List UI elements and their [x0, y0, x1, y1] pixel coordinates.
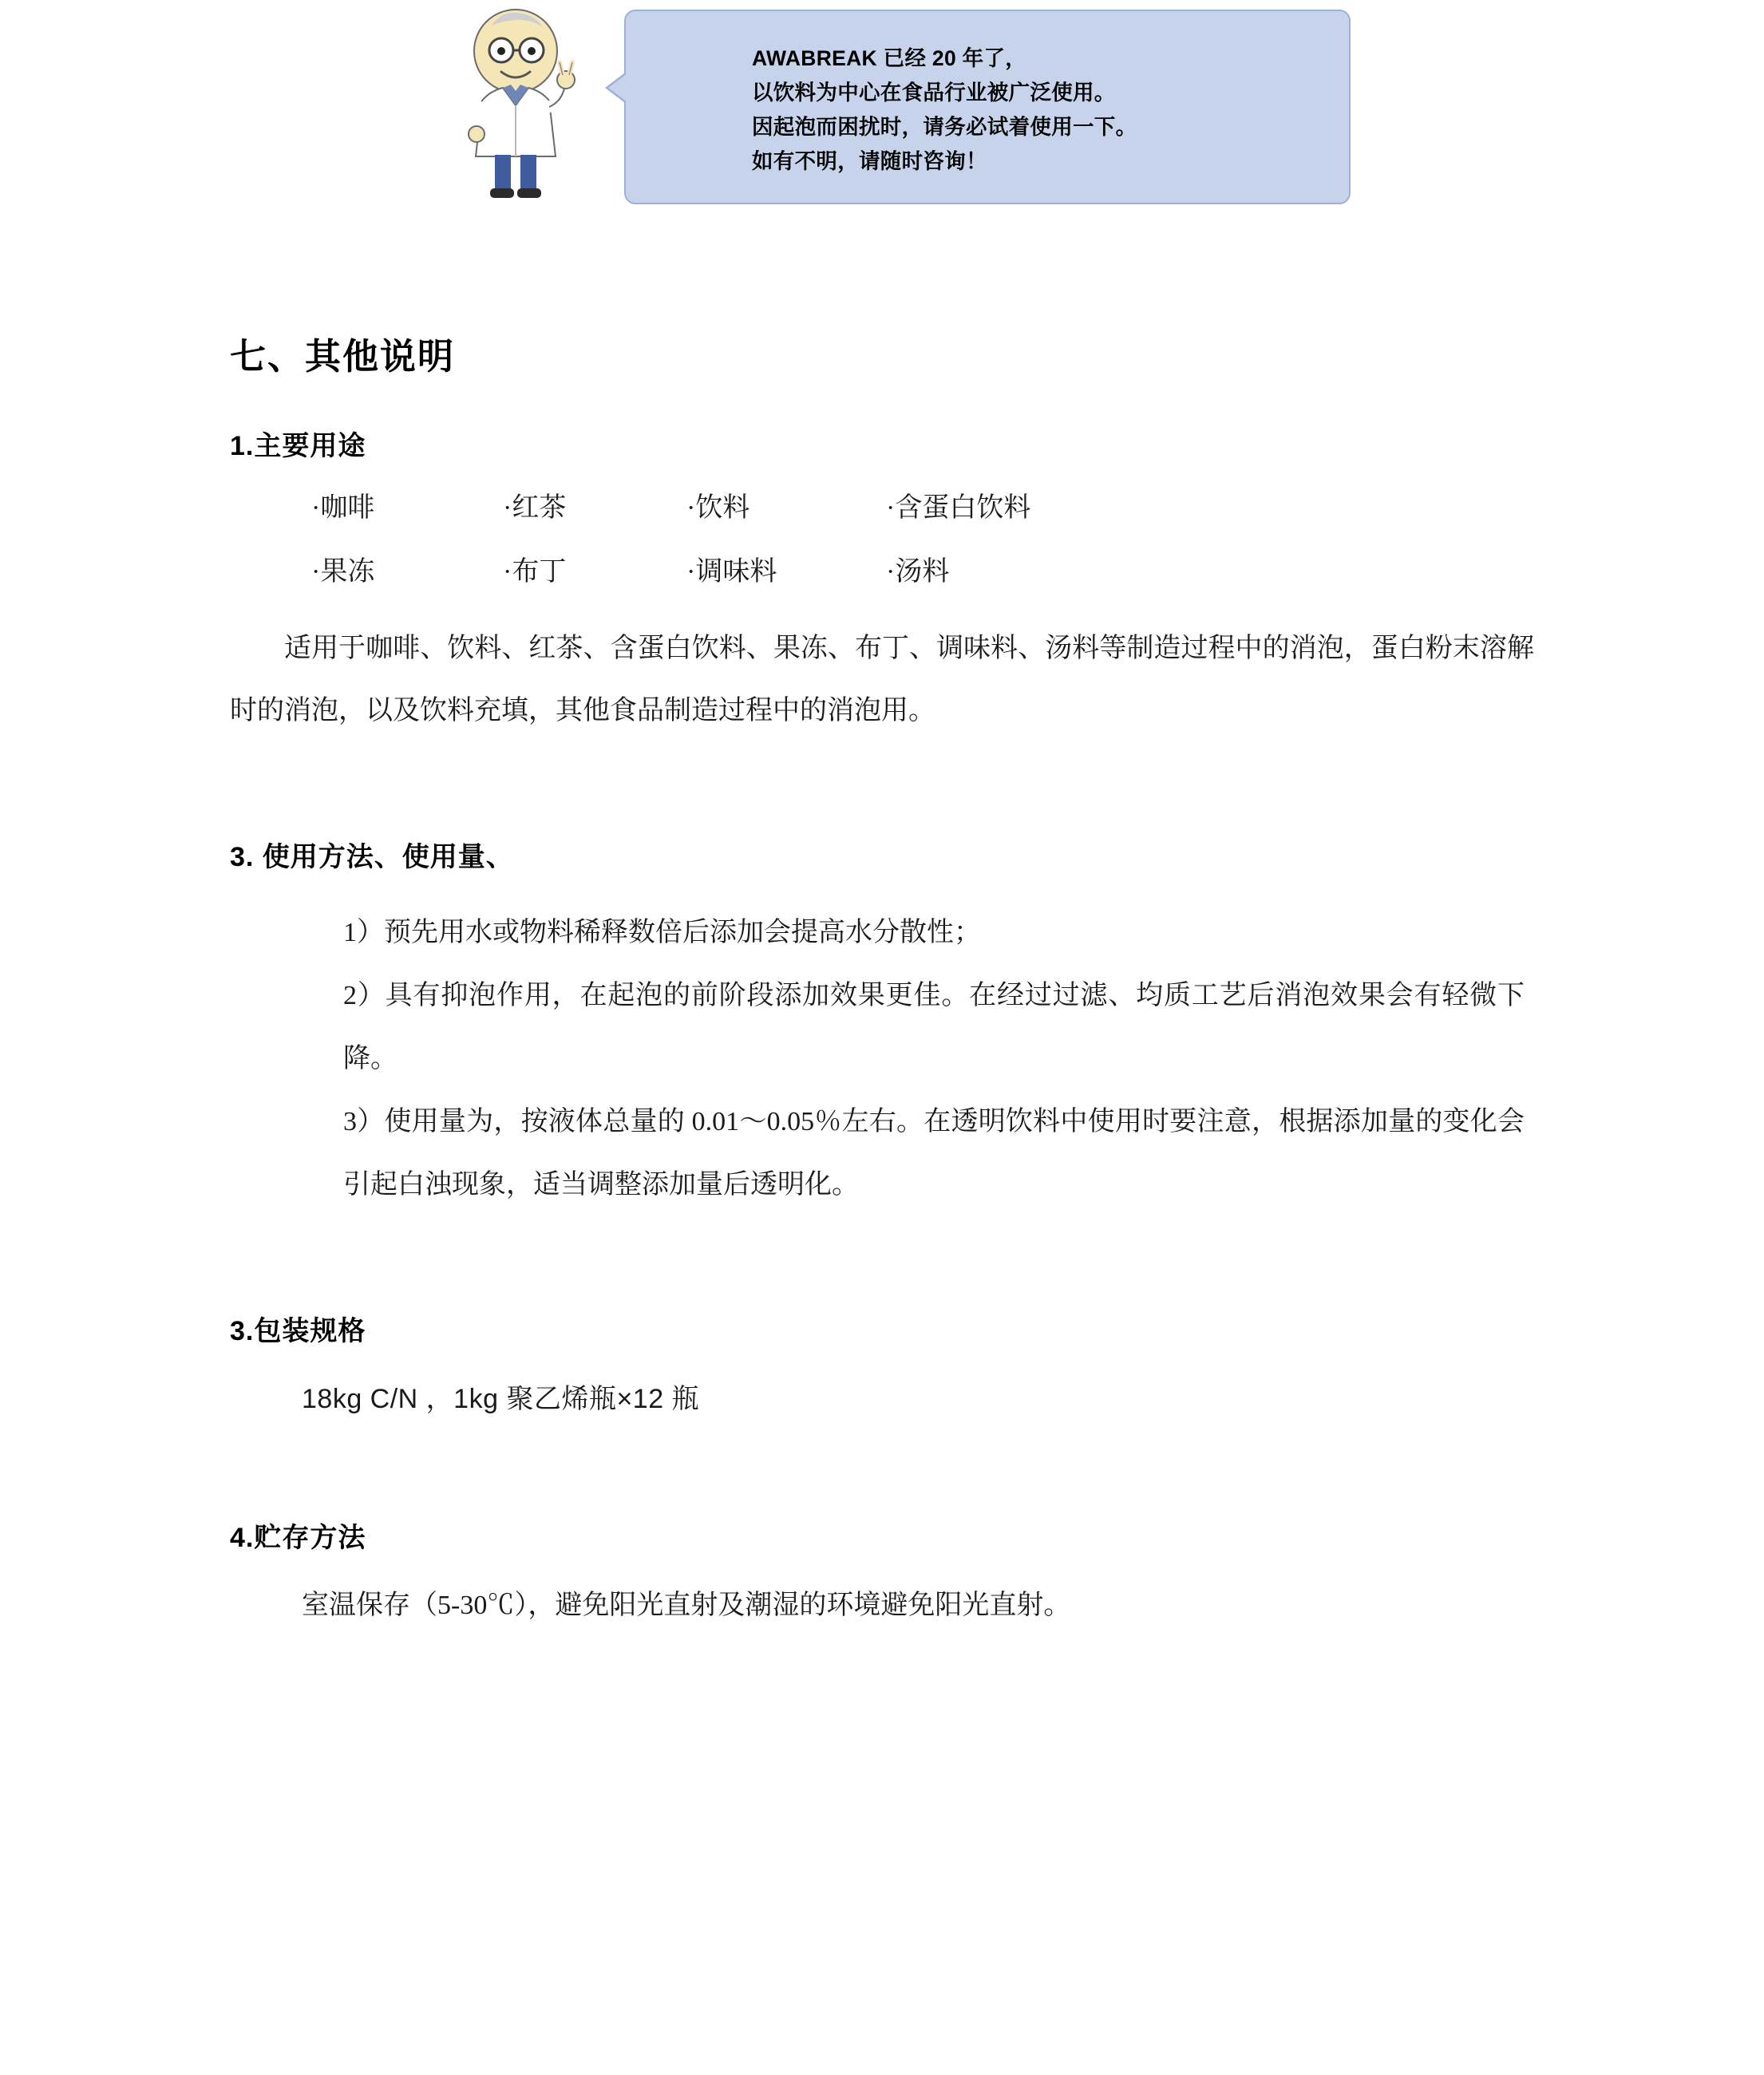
bubble-line-2: 以饮料为中心在食品行业被广泛使用。 — [752, 81, 1116, 105]
main-uses-paragraph — [230, 618, 1534, 742]
list-item-text: 2）具有抑泡作用，在起泡的前阶段添加效果更佳。在经过过滤、均质工艺后消泡效果会有轻微下降。 — [343, 981, 1525, 1073]
scientist-mascot-icon — [445, 6, 589, 214]
speech-bubble — [624, 10, 1351, 204]
list-item — [299, 1090, 1525, 1216]
subsection-heading-packaging: 3.包装规格 — [230, 1316, 366, 1346]
bubble-line-1: AWABREAK 已经 20 年了， — [752, 46, 1027, 70]
list-item-text: 3）使用量为，按液体总量的 0.01～0.05％左右。在透明饮料中使用时要注意，根据添加量的变化会引起白浊现象，适当调整添加量后透明化。 — [343, 1107, 1525, 1200]
main-uses-paragraph-text: 适用于咖啡、饮料、红茶、含蛋白饮料、果冻、布丁、调味料、汤料等制造过程中的消泡，蛋白粉末溶解时的消泡，以及饮料充填，其他食品制造过程中的消泡用。 — [230, 634, 1534, 725]
use-item: ·果冻 — [311, 557, 375, 587]
section-title: 七、其他说明 — [230, 336, 456, 377]
packaging-text: 18kg C/N ，1kg 聚乙烯瓶×12 瓶 — [302, 1384, 700, 1414]
use-item: ·调味料 — [686, 557, 777, 587]
uses-row-2 — [311, 554, 1764, 591]
bubble-line-4: 如有不明，请随时咨询！ — [752, 149, 987, 173]
use-item: ·咖啡 — [311, 493, 375, 523]
use-item: ·含蛋白饮料 — [886, 493, 1031, 523]
use-item: ·红茶 — [503, 493, 567, 523]
top-banner — [0, 0, 1764, 239]
subsection-heading-usage: 3. 使用方法、使用量、 — [230, 842, 514, 872]
usage-list — [299, 901, 1525, 1216]
list-item-text: 1）预先用水或物料稀释数倍后添加会提高水分散性； — [343, 918, 981, 947]
bubble-line-3: 因起泡而困扰时，请务必试着使用一下。 — [752, 115, 1137, 139]
list-item — [299, 964, 1525, 1090]
use-item: ·汤料 — [886, 557, 950, 587]
uses-row-1 — [311, 490, 1764, 527]
subsection-heading-storage: 4.贮存方法 — [230, 1523, 366, 1553]
list-item — [299, 901, 1525, 964]
subsection-heading-main-uses: 1.主要用途 — [230, 431, 366, 461]
use-item: ·布丁 — [503, 557, 567, 587]
use-item: ·饮料 — [686, 493, 750, 523]
document-body — [0, 239, 1764, 1630]
storage-text: 室温保存（5-30℃），避免阳光直射及潮湿的环境避免阳光直射。 — [302, 1591, 1071, 1620]
